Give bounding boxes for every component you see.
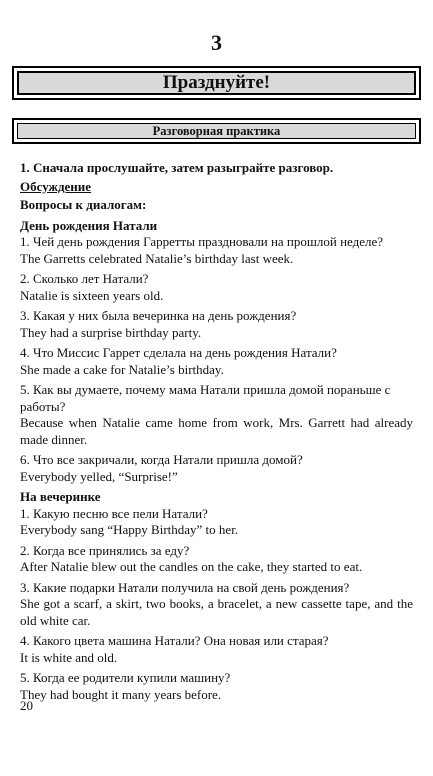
question-text: 1. Какую песню все пели Натали? [20,505,208,521]
answer-text: It is white and old. [20,649,118,665]
qa-item [20,382,413,448]
answer-text: They had a surprise birthday party. [20,324,202,340]
qa-item [20,506,413,539]
group-title: На вечеринке [20,489,101,504]
qa-item [20,234,413,267]
qa-item [20,452,413,485]
section-title-box [12,118,421,144]
page-content [20,160,413,707]
qa-item [20,670,413,703]
qa-item [20,308,413,341]
discussion-label: Обсуждение [20,178,92,194]
qa-item [20,271,413,304]
question-text: 2. Сколько лет Натали? [20,271,149,286]
question-text: 5. Когда ее родители купили машину? [20,670,231,685]
question-group [20,489,413,703]
question-text: 1. Чей день рождения Гарретты праздновали на прошлой неделе? [20,234,384,249]
question-text: 4. Какого цвета машина Натали? Она новая или старая? [20,633,329,648]
answer-text: Natalie is sixteen years old. [20,287,164,303]
qa-item [20,580,413,630]
question-group [20,218,413,486]
answer-text: She made a cake for Natalie’s birthday. [20,361,224,377]
questions-label: Вопросы к диалогам: [20,197,147,212]
group-title: День рождения Натали [20,217,158,233]
answer-text: Because when Natalie came home from work, Mrs. Garrett had already made dinner. [20,415,413,447]
answer-text: She got a scarf, a skirt, two books, a bracelet, a new cassette tape, and the old white car. [20,596,413,628]
page-number: 20 [20,698,33,713]
question-text: 5. Как вы думаете, почему мама Натали пришла домой пораньше с работы? [20,382,391,414]
task-heading: 1. Сначала прослушайте, затем разыграйте разговор. [20,160,334,175]
section-title: Разговорная практика [17,123,416,139]
question-text: 3. Какие подарки Натали получила на свой день рождения? [20,579,350,595]
answer-text: They had bought it many years before. [20,686,222,702]
qa-item [20,633,413,666]
qa-item [20,345,413,378]
question-text: 3. Какая у них была вечеринка на день рождения? [20,308,297,323]
question-text: 6. Что все закричали, когда Натали пришла домой? [20,452,303,467]
question-text: 4. Что Миссис Гаррет сделала на день рождения Натали? [20,345,337,360]
chapter-number: 3 [211,30,222,55]
answer-text: Everybody yelled, “Surprise!” [20,468,178,484]
question-text: 2. Когда все принялись за еду? [20,542,190,558]
chapter-title-box [12,66,421,100]
chapter-title: Празднуйте! [17,71,416,95]
answer-text: Everybody sang “Happy Birthday” to her. [20,522,239,537]
answer-text: After Natalie blew out the candles on the cake, they started to eat. [20,559,363,574]
answer-text: The Garretts celebrated Natalie’s birthday last week. [20,250,294,266]
qa-item [20,543,413,576]
